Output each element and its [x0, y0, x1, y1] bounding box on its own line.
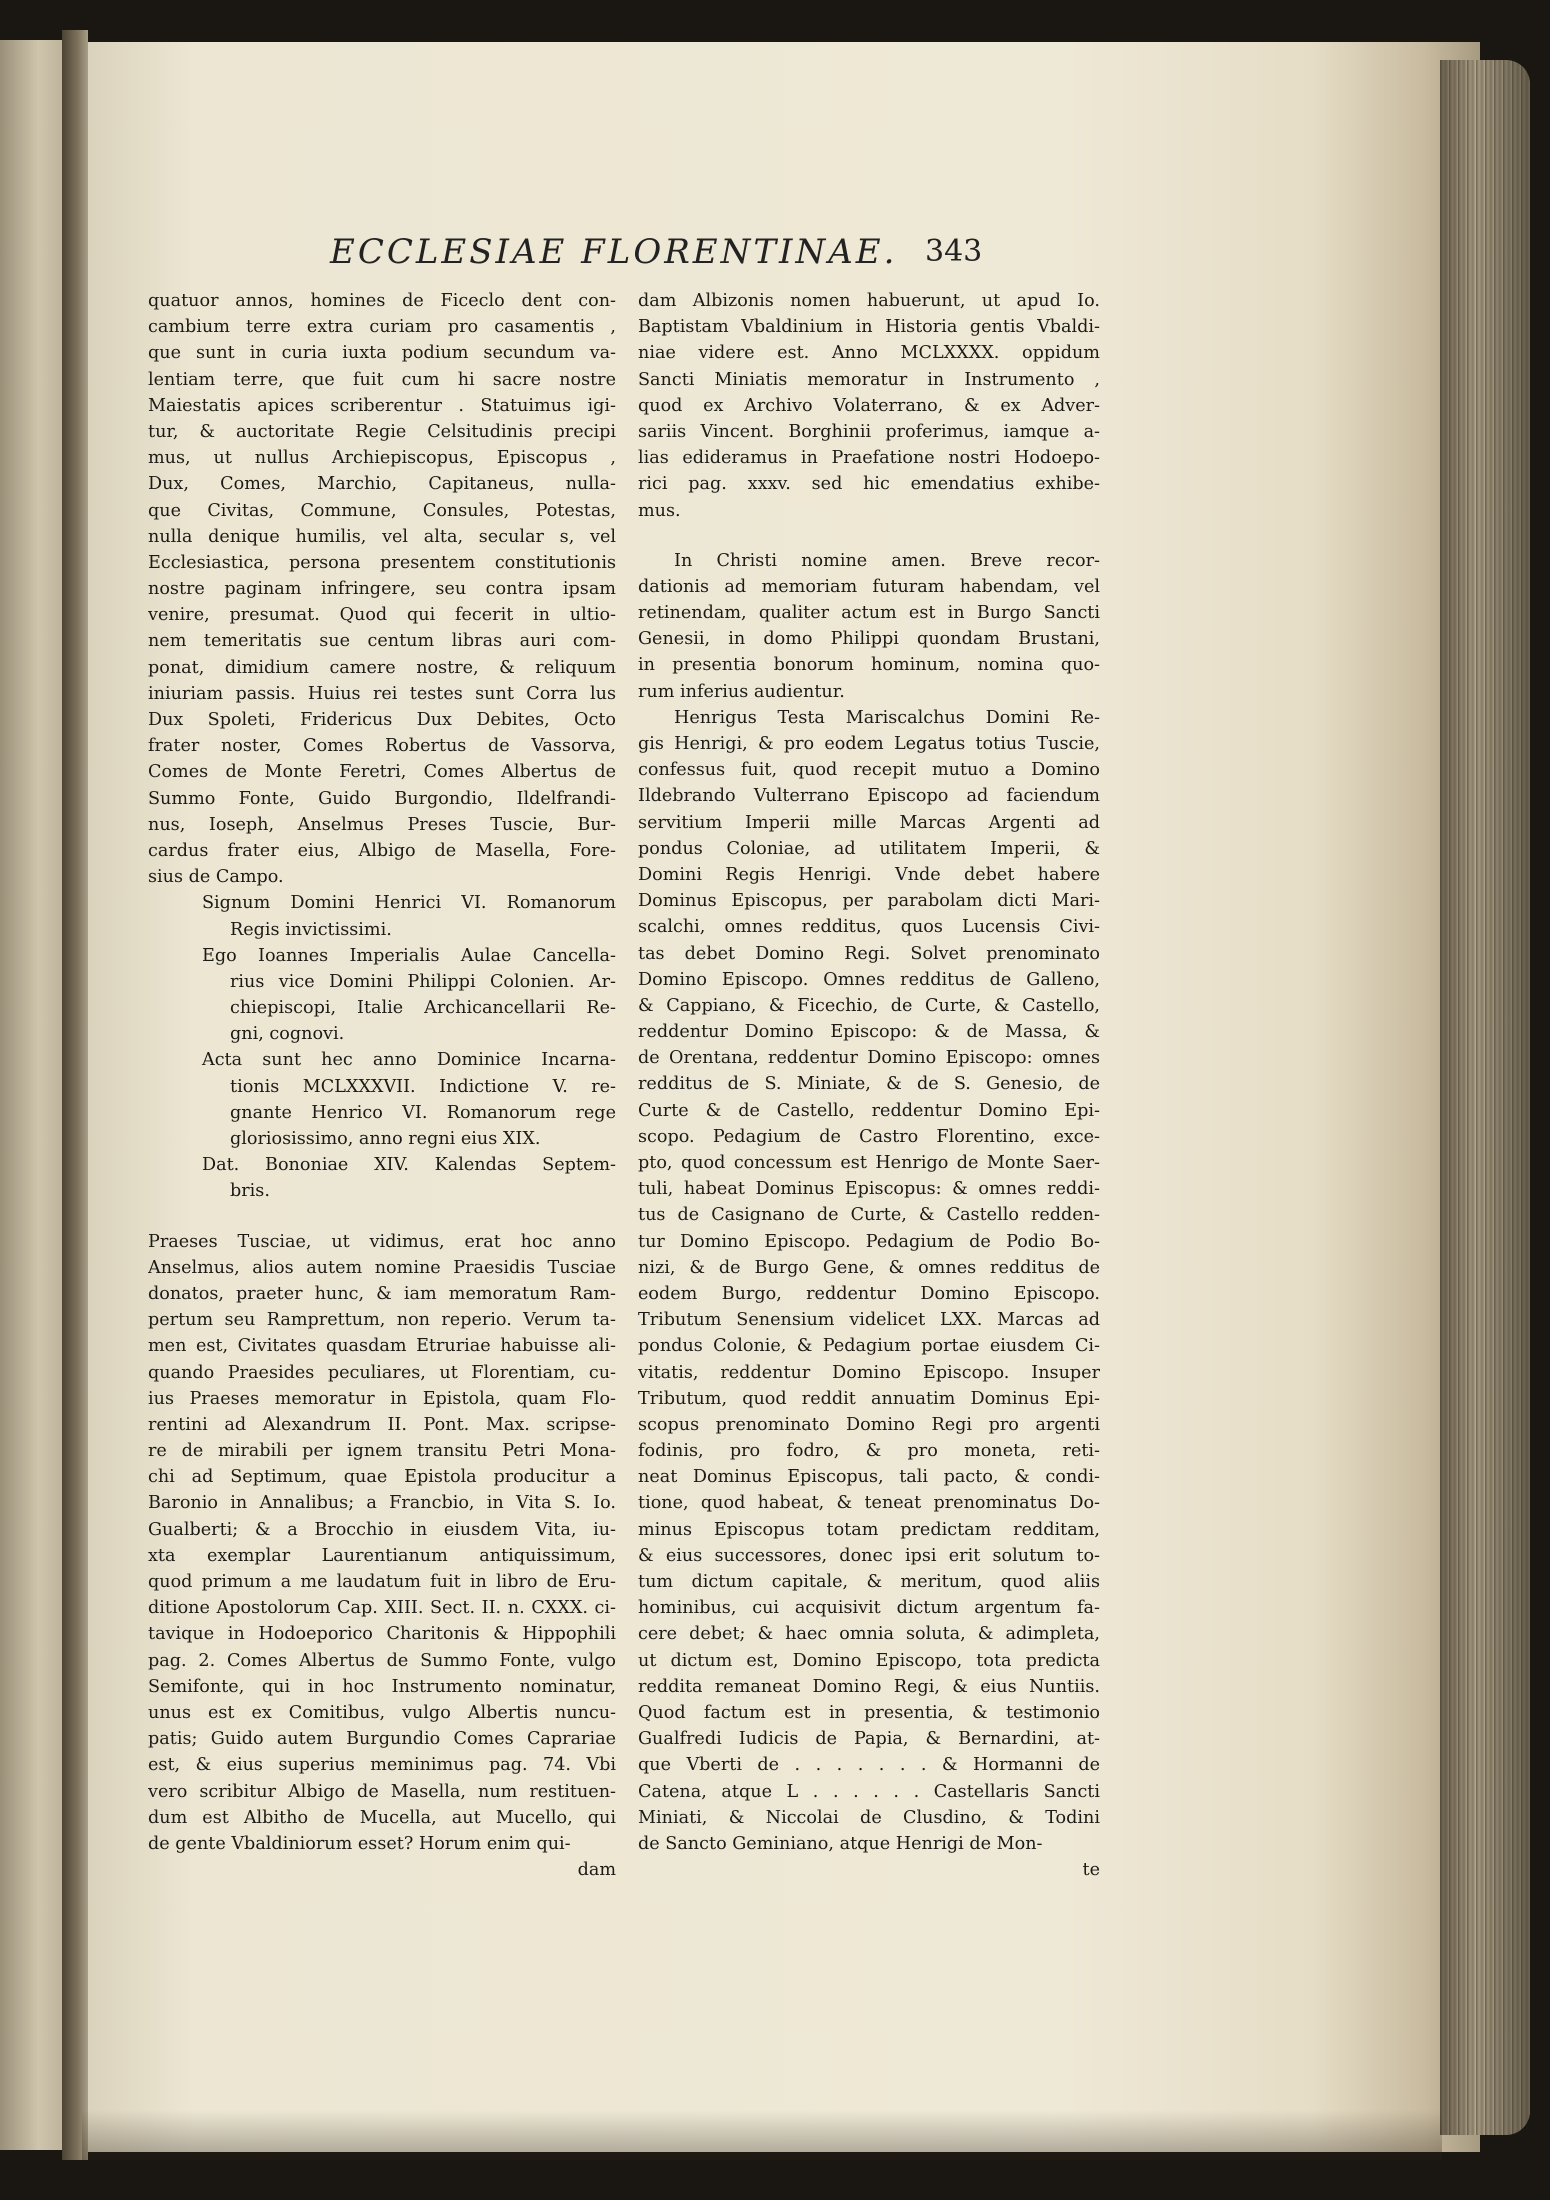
text-line: que Vberti de . . . . . . . & Hormanni de	[638, 1755, 1100, 1776]
text-line: quod primum a me laudatum fuit in libro de Eru-	[148, 1572, 616, 1592]
text-line: Tributum Senensium videlicet LXX. Marcas ad	[638, 1310, 1100, 1331]
text-line: nostre paginam infringere, seu contra ipsam	[148, 579, 616, 600]
text-line: Domini Regis Henrigi. Vnde debet habere	[638, 864, 1100, 885]
text-line: Maiestatis apices scriberentur . Statuimus igi-	[148, 395, 616, 416]
text-line: donatos, praeter hunc, & iam memoratum Ram-	[148, 1283, 616, 1304]
text-line: ponat, dimidium camere nostre, & reliquum	[148, 657, 616, 678]
text-line: de gente Vbaldiniorum esset? Horum enim qui-	[148, 1833, 571, 1854]
text-line: vero scribitur Albigo de Masella, num restituen-	[148, 1781, 616, 1802]
text-line: que sunt in curia iuxta podium secundum va-	[148, 343, 616, 364]
text-line: sius de Campo.	[148, 867, 284, 888]
text-line: Comes de Monte Feretri, Comes Albertus de	[148, 762, 616, 783]
page-stack-edge	[1440, 60, 1530, 2135]
text-line: mus.	[638, 500, 681, 521]
text-line: de Sancto Geminiano, atque Henrigi de Mon-	[638, 1833, 1043, 1854]
signature-block	[148, 890, 616, 1204]
text-line: Domino Episcopo. Omnes redditus de Galleno,	[638, 969, 1100, 990]
text-line: nem temeritatis sue centum libras auri com-	[148, 631, 616, 652]
text-line: neat Dominus Episcopus, tali pacto, & condi-	[638, 1467, 1100, 1488]
text-line: Semifonte, qui in hoc Instrumento nominatur,	[148, 1676, 616, 1697]
text-line: Acta sunt hec anno Dominice Incarna-	[202, 1050, 616, 1071]
text-line: pag. 2. Comes Albertus de Summo Fonte, vulgo	[148, 1650, 616, 1671]
text-line: Dat. Bononiae XIV. Kalendas Septem-	[202, 1155, 616, 1176]
text-line: tum dictum capitale, & meritum, quod aliis	[638, 1572, 1100, 1592]
text-line: venire, presumat. Quod qui fecerit in ultio-	[148, 605, 616, 626]
text-line: gloriosissimo, anno regni eius XIX.	[230, 1129, 541, 1149]
text-line: Henrigus Testa Mariscalchus Domini Re-	[674, 707, 1100, 728]
text-line: rici pag. xxxv. sed hic emendatius exhibe-	[638, 474, 1100, 495]
text-line: pertum seu Ramprettum, non reperio. Verum ta-	[148, 1310, 616, 1331]
text-line: quatuor annos, homines de Ficeclo dent con-	[148, 291, 616, 311]
text-line: servitium Imperii mille Marcas Argenti ad	[638, 812, 1100, 833]
text-line: tuli, habeat Dominus Episcopus: & omnes reddi-	[638, 1179, 1100, 1200]
left-catchword: dam	[577, 1860, 616, 1881]
text-line: Praeses Tusciae, ut vidimus, erat hoc anno	[148, 1231, 616, 1252]
text-line: fodinis, pro fodro, & pro moneta, reti-	[638, 1441, 1100, 1462]
text-line: pto, quod concessum est Henrigo de Monte Saer-	[638, 1153, 1100, 1173]
text-line: eodem Burgo, reddentur Domino Episcopo.	[638, 1283, 1100, 1304]
text-line: chi ad Septimum, quae Epistola producitur a	[148, 1467, 616, 1488]
text-line: redditus de S. Miniate, & de S. Genesio, de	[638, 1074, 1100, 1095]
page-number: 343	[925, 234, 983, 269]
right-column	[638, 288, 1100, 1881]
text-line: rum inferius audientur.	[638, 681, 845, 702]
text-line: ditione Apostolorum Cap. XIII. Sect. II. n. CXXX. ci-	[148, 1598, 616, 1619]
text-line: & Cappiano, & Ficechio, de Curte, & Castello,	[638, 995, 1100, 1016]
text-line: gis Henrigi, & pro eodem Legatus totius Tuscie,	[638, 734, 1100, 754]
text-line: Dux, Comes, Marchio, Capitaneus, nulla-	[148, 474, 616, 495]
text-line: Ego Ioannes Imperialis Aulae Cancella-	[202, 945, 616, 966]
text-line: tur, & auctoritate Regie Celsitudinis precipi	[148, 421, 616, 442]
text-line: scopus prenominato Domino Regi pro argenti	[638, 1414, 1100, 1435]
text-line: reddita remaneat Domino Regi, & eius Nuntiis.	[638, 1676, 1100, 1697]
text-line: unus est ex Comitibus, vulgo Albertis nuncu-	[148, 1702, 616, 1723]
text-line: & eius successores, donec ipsi erit solutum to-	[638, 1545, 1100, 1566]
text-line: dam Albizonis nomen habuerunt, ut apud Io.	[638, 291, 1100, 311]
text-line: patis; Guido autem Burgundio Comes Caprariae	[148, 1729, 616, 1750]
text-line: Dux Spoleti, Fridericus Dux Debites, Octo	[148, 710, 616, 730]
text-line: confessus fuit, quod recepit mutuo a Domino	[638, 760, 1100, 781]
text-line: Ecclesiastica, persona presentem constitutionis	[148, 552, 616, 573]
text-line: Baronio in Annalibus; a Francbio, in Vita S. Io.	[148, 1493, 616, 1514]
text-line: minus Episcopus totam predictam redditam,	[638, 1519, 1100, 1540]
text-line: sariis Vincent. Borghinii proferimus, iamque a-	[638, 421, 1100, 442]
text-line: nizi, & de Burgo Gene, & omnes redditus de	[638, 1257, 1100, 1278]
text-line: cardus frater eius, Albigo de Masella, Fore-	[148, 840, 616, 861]
text-line: retinendam, qualiter actum est in Burgo Sancti	[638, 603, 1100, 624]
text-line: quando Praesides peculiares, ut Florentiam, cu-	[148, 1362, 616, 1383]
text-line: Tributum, quod reddit annuatim Dominus Epi-	[638, 1388, 1100, 1409]
text-line: Dominus Episcopus, per parabolam dicti Mari-	[638, 891, 1100, 912]
text-line: lentiam terre, que fuit cum hi sacre nostre	[148, 369, 616, 390]
right-catchword: te	[1082, 1860, 1100, 1881]
text-line: rentini ad Alexandrum II. Pont. Max. scripse-	[148, 1414, 616, 1435]
left-column	[148, 288, 616, 2028]
text-line: Gualberti; & a Brocchio in eiusdem Vita, iu-	[148, 1519, 616, 1540]
text-line: men est, Civitates quasdam Etruriae habuisse ali-	[148, 1336, 616, 1357]
text-line: chiepiscopi, Italie Archicancellarii Re-	[230, 998, 616, 1019]
text-line: scopo. Pedagium de Castro Florentino, exce-	[638, 1126, 1100, 1147]
text-line: est, & eius superius meminimus pag. 74. Vbi	[148, 1755, 616, 1776]
text-line: in presentia bonorum hominum, nomina quo-	[638, 655, 1100, 676]
text-line: tavique in Hodoeporico Charitonis & Hippophili	[148, 1624, 616, 1645]
text-line: Quod factum est in presentia, & testimonio	[638, 1702, 1100, 1723]
text-line: tus de Casignano de Curte, & Castello redden-	[638, 1205, 1100, 1226]
right-document-text	[638, 548, 1100, 1857]
text-line: Anselmus, alios autem nomine Praesidis Tusciae	[148, 1257, 616, 1278]
text-line: gni, cognovi.	[230, 1024, 345, 1045]
text-line: nus, Ioseph, Anselmus Preses Tuscie, Bur-	[148, 814, 616, 835]
text-line: In Christi nomine amen. Breve recor-	[674, 550, 1100, 571]
text-line: Signum Domini Henrici VI. Romanorum	[202, 893, 616, 914]
text-line: ius Praeses memoratur in Epistola, quam Flo-	[148, 1388, 616, 1409]
right-intro-text	[638, 288, 1100, 524]
text-line: Baptistam Vbaldinium in Historia gentis Vbaldi-	[638, 317, 1100, 338]
left-page-edge	[0, 40, 70, 2150]
running-title: ECCLESIAE FLORENTINAE.	[330, 232, 898, 272]
text-line: rius vice Domini Philippi Colonien. Ar-	[230, 971, 616, 992]
page-bottom-shadow	[82, 2110, 1442, 2160]
text-line: lias edideramus in Praefatione nostri Hodoepo-	[638, 448, 1100, 469]
text-line: Genesii, in domo Philippi quondam Brustani,	[638, 629, 1100, 650]
text-line: ut dictum est, Domino Episcopo, tota predicta	[638, 1650, 1100, 1671]
text-line: Curte & de Castello, reddentur Domino Epi-	[638, 1100, 1100, 1121]
text-line: pondus Coloniae, ad utilitatem Imperii, &	[638, 838, 1100, 859]
text-line: Sancti Miniatis memoratur in Instrumento ,	[638, 369, 1100, 390]
text-line: bris.	[230, 1181, 270, 1202]
text-line: cere debet; & haec omnia soluta, & adimpleta,	[638, 1624, 1100, 1645]
text-line: re de mirabili per ignem transitu Petri Mona-	[148, 1441, 616, 1462]
text-line: Regis invictissimi.	[230, 919, 392, 940]
text-line: pondus Colonie, & Pedagium portae eiusdem Ci-	[638, 1336, 1100, 1357]
text-line: Ildebrando Vulterrano Episcopo ad faciendum	[638, 786, 1100, 807]
text-line: quod ex Archivo Volaterrano, & ex Adver-	[638, 395, 1100, 416]
text-line: reddentur Domino Episcopo: & de Massa, &	[638, 1022, 1100, 1043]
text-line: que Civitas, Commune, Consules, Potestas,	[148, 500, 616, 521]
text-line: nulla denique humilis, vel alta, secular s, vel	[148, 526, 616, 547]
text-line: dum est Albitho de Mucella, aut Mucello, qui	[148, 1807, 616, 1828]
text-line: de Orentana, reddentur Domino Episcopo: omnes	[638, 1048, 1100, 1069]
text-line: Summo Fonte, Guido Burgondio, Ildelfrandi-	[148, 788, 616, 809]
text-line: iniuriam passis. Huius rei testes sunt Corra lus	[148, 683, 616, 704]
left-commentary	[148, 1229, 616, 1858]
text-line: gnante Henrico VI. Romanorum rege	[230, 1102, 616, 1123]
text-line: tas debet Domino Regi. Solvet prenominato	[638, 943, 1100, 964]
text-line: xta exemplar Laurentianum antiquissimum,	[148, 1545, 616, 1566]
text-line: mus, ut nullus Archiepiscopus, Episcopus ,	[148, 448, 616, 469]
text-line: vitatis, reddentur Domino Episcopo. Insuper	[638, 1362, 1100, 1383]
text-line: frater noster, Comes Robertus de Vassorva,	[148, 736, 616, 757]
text-line: Catena, atque L . . . . . . Castellaris Sancti	[638, 1781, 1100, 1802]
text-line: niae videre est. Anno MCLXXXX. oppidum	[638, 343, 1100, 364]
text-line: scalchi, omnes redditus, quos Lucensis Civi-	[638, 917, 1100, 938]
text-line: Miniati, & Niccolai de Clusdino, & Todini	[638, 1807, 1100, 1828]
text-line: Gualfredi Iudicis de Papia, & Bernardini, at-	[638, 1729, 1100, 1750]
text-line: tur Domino Episcopo. Pedagium de Podio Bo-	[638, 1231, 1100, 1252]
text-line: hominibus, cui acquisivit dictum argentum fa-	[638, 1598, 1100, 1619]
text-line: tionis MCLXXXVII. Indictione V. re-	[230, 1076, 616, 1097]
text-line: cambium terre extra curiam pro casamentis ,	[148, 317, 616, 338]
left-charter-text	[148, 288, 616, 890]
text-line: dationis ad memoriam futuram habendam, vel	[638, 576, 1100, 597]
text-line: tione, quod habeat, & teneat prenominatus Do-	[638, 1493, 1100, 1514]
book-gutter	[62, 30, 88, 2160]
